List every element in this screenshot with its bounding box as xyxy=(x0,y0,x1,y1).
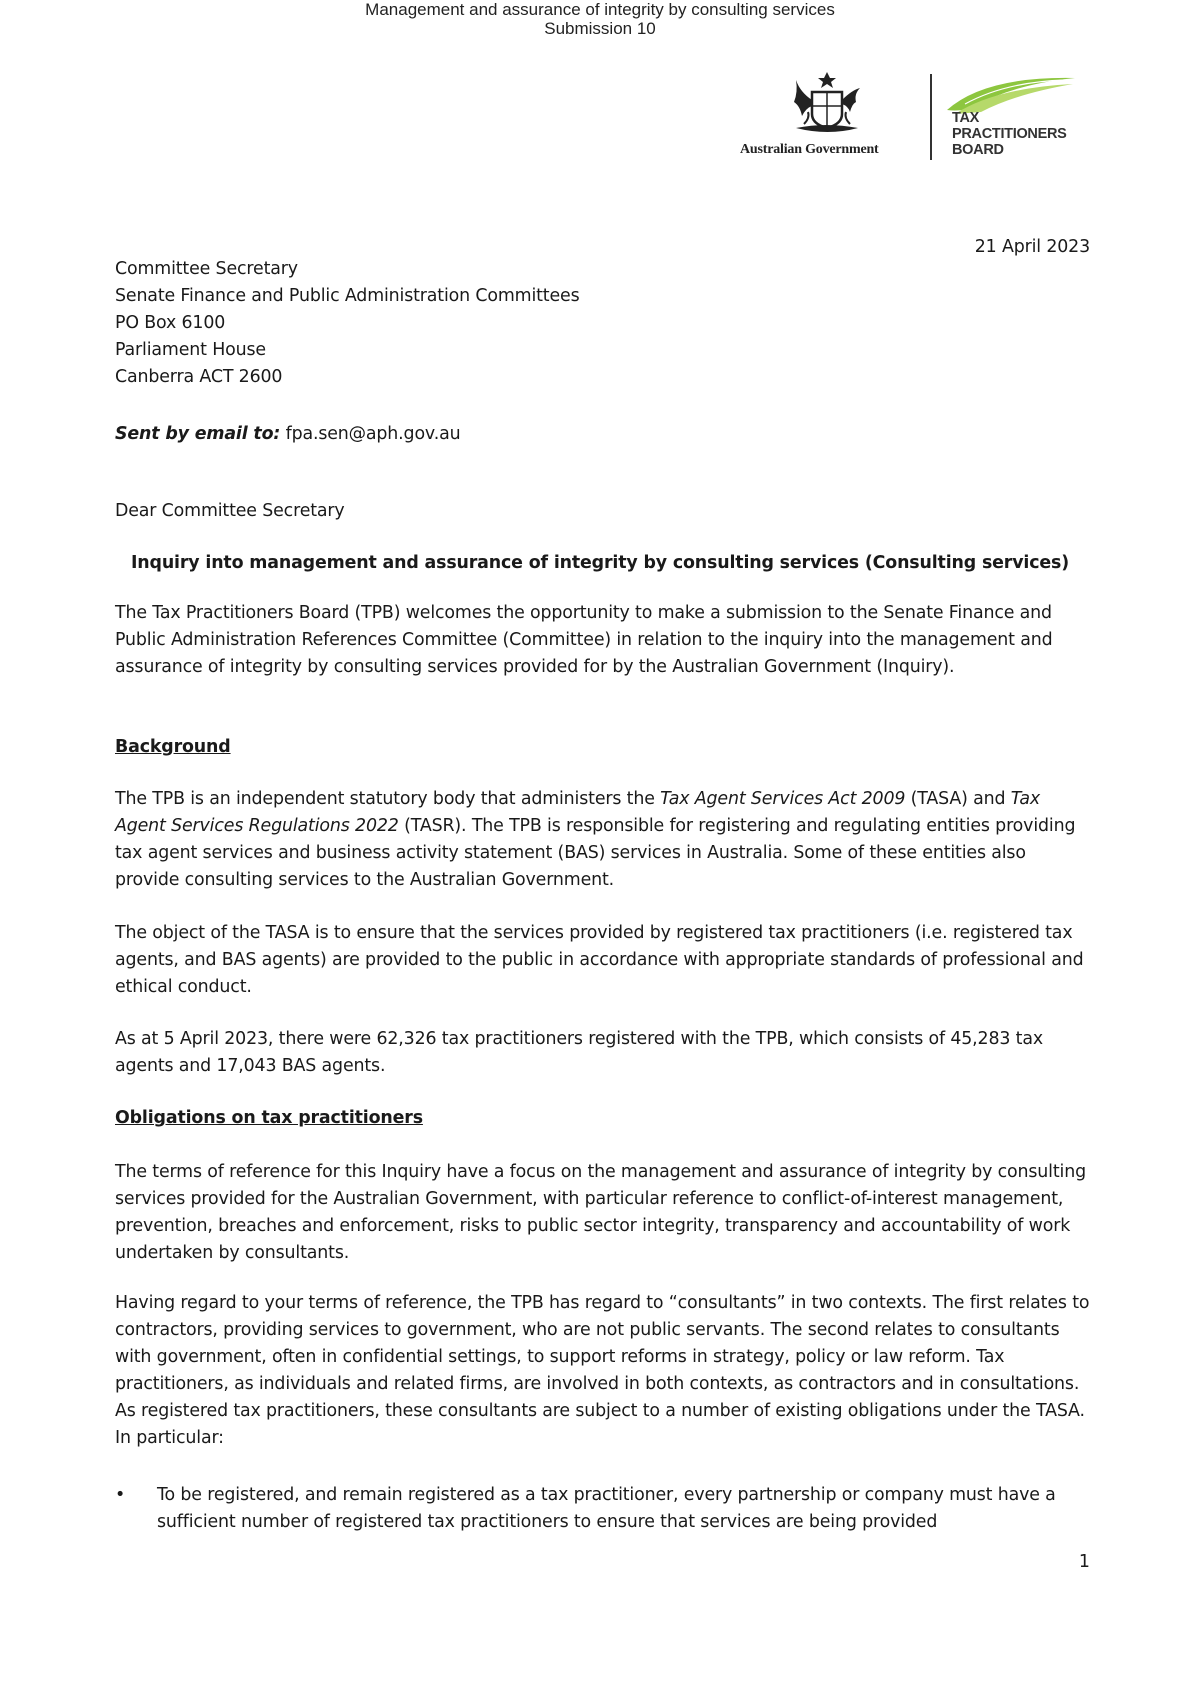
statistics-paragraph: As at 5 April 2023, there were 62,326 tax practitioners registered with the TPB, which consists of 45,283 tax agents and 17,043 BAS agents. xyxy=(115,1029,1044,1076)
tpb-wordmark xyxy=(952,110,1067,158)
tpb-wordmark-line-1: TAX xyxy=(952,110,980,126)
salutation: Dear Committee Secretary xyxy=(115,501,345,521)
background-heading: Background xyxy=(115,737,231,757)
consultants-context-paragraph: Having regard to your terms of reference, the TPB has regard to “consultants” in two contexts. The first relates to contractors, providing services to government, who are not public servants. The second relates to consultants with government, often in confidential settings, to support reforms in strategy, policy or law reform. Tax practitioners, as individuals and related firms, are involved in both contexts, as contractors and in consultations. As registered tax practitioners, these consultants are subject to a number of existing obligations under the TASA. In particular: xyxy=(115,1293,1090,1448)
intro-paragraph: The Tax Practitioners Board (TPB) welcomes the opportunity to make a submission to the Senate Finance and Public Administration References Committee (Committee) in relation to the inquiry into the management and assurance of integrity by consulting services provided for by the Australian Government (Inquiry). xyxy=(115,603,1053,677)
email-line xyxy=(115,421,461,448)
tasa-act-title: Tax Agent Services Act 2009 xyxy=(660,789,906,809)
background-text: (TASR). The TPB is responsible for registering and regulating entities providing tax agent services and business activity statement (BAS) services in Australia. Some of these entities also provide consulting services to the Australian Government. xyxy=(115,816,1076,890)
bullet-icon: • xyxy=(115,1485,126,1505)
address-line: Committee Secretary xyxy=(115,259,298,279)
address-line: Senate Finance and Public Administration Committees xyxy=(115,286,580,306)
letterhead-logos xyxy=(740,70,1080,170)
tpb-wordmark-line-3: BOARD xyxy=(952,142,1004,158)
page-number: 1 xyxy=(1078,1552,1090,1572)
address-line: Parliament House xyxy=(115,340,266,360)
email-label: Sent by email to: xyxy=(115,424,281,444)
background-paragraph xyxy=(115,786,1090,894)
obligations-heading: Obligations on tax practitioners xyxy=(115,1108,423,1128)
email-address: fpa.sen@aph.gov.au xyxy=(285,424,461,444)
terms-of-reference-paragraph: The terms of reference for this Inquiry have a focus on the management and assurance of integrity by consulting services provided for the Australian Government, with particular reference to conflict-of-interest management, prevention, breaches and enforcement, risks to public sector integrity, transparency and accountability of work undertaken by consultants. xyxy=(115,1162,1086,1263)
submission-header-title: Management and assurance of integrity by consulting services xyxy=(365,0,835,19)
recipient-address xyxy=(115,256,580,391)
coat-of-arms-icon xyxy=(782,70,872,138)
address-line: Canberra ACT 2600 xyxy=(115,367,283,387)
tpb-wordmark-line-2: PRACTITIONERS xyxy=(952,126,1067,142)
logo-divider xyxy=(930,74,932,160)
submission-header-number: Submission 10 xyxy=(544,19,656,38)
tasr-regulations-title: Tax Agent Services Regulations 2022 xyxy=(115,789,1041,836)
background-text: (TASA) and xyxy=(905,789,1011,809)
australian-government-wordmark: Australian Government xyxy=(740,142,879,157)
address-line: PO Box 6100 xyxy=(115,313,226,333)
background-text: The TPB is an independent statutory body that administers the xyxy=(115,789,661,809)
inquiry-title: Inquiry into management and assurance of integrity by consulting services (Consulting services) xyxy=(130,553,1070,573)
bullet-text: To be registered, and remain registered as a tax practitioner, every partnership or company must have a sufficient number of registered tax practitioners to ensure that services are being provided xyxy=(157,1485,1056,1532)
letter-date: 21 April 2023 xyxy=(974,237,1090,257)
object-paragraph: The object of the TASA is to ensure that the services provided by registered tax practitioners (i.e. registered tax agents, and BAS agents) are provided to the public in accordance with appropriate standards of professional and ethical conduct. xyxy=(115,923,1084,997)
